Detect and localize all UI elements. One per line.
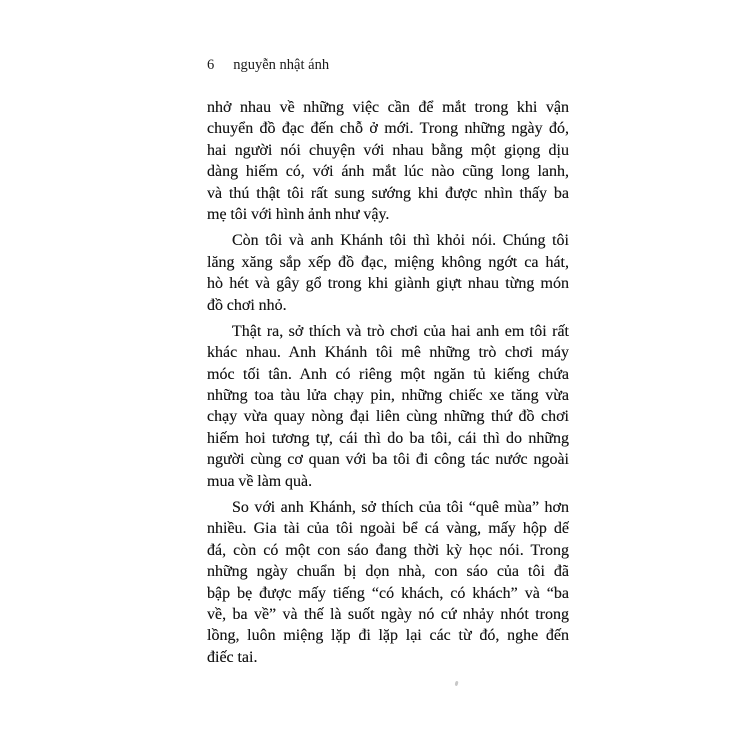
text-line: người cùng cơ quan với ba tôi đi công tác nước ngoài — [207, 451, 569, 469]
text-line: mua về làm quà. — [207, 472, 313, 490]
text-line: khác nhau. Anh Khánh tôi mê những trò chơi máy — [207, 344, 569, 362]
page-number: 6 — [207, 57, 215, 73]
page-body — [207, 97, 569, 668]
text-line: Thật ra, sở thích và trò chơi của hai anh em tôi rất — [232, 322, 569, 340]
text-line: những toa tàu lửa chạy pin, những chiếc xe tăng vừa — [207, 387, 569, 405]
running-head-author: nguyễn nhật ánh — [233, 57, 330, 73]
text-line: và thú thật tôi rất sung sướng khi được nhìn thấy ba — [207, 184, 569, 202]
text-line: lồng, luôn miệng lặp đi lặp lại các từ đó, nghe đến — [207, 627, 569, 645]
text-line: lăng xăng sắp xếp đồ đạc, miệng không ngớt ca hát, — [207, 253, 569, 271]
text-line: nhở nhau về những việc cần để mắt trong khi vận — [207, 99, 569, 116]
text-line: về, ba về” và thế là suốt ngày nó cứ nhảy nhót trong — [207, 605, 569, 623]
text-line: nhiều. Gia tài của tôi ngoài bể cá vàng, mấy hộp dế — [207, 520, 569, 538]
text-line: chạy vừa quay nòng đại liên cùng những thứ đồ chơi — [207, 408, 569, 426]
text-line: So với anh Khánh, sở thích của tôi “quê mùa” hơn — [232, 499, 569, 517]
text-line: mẹ tôi với hình ảnh như vậy. — [207, 205, 390, 223]
text-line: móc tối tân. Anh có riêng một ngăn tủ kiếng chứa — [207, 365, 569, 383]
scan-artifact — [454, 681, 458, 687]
text-line: điếc tai. — [207, 648, 258, 666]
running-header — [207, 56, 329, 74]
text-line: chuyển đồ đạc đến chỗ ở mới. Trong những ngày đó, — [207, 120, 569, 138]
text-line: đồ chơi nhỏ. — [207, 296, 287, 314]
text-line: những ngày chuẩn bị dọn nhà, con sáo của tôi đã — [207, 563, 569, 581]
text-line: bập bẹ được mấy tiếng “có khách, có khách” và “ba — [207, 584, 569, 602]
text-line: hai người nói chuyện với nhau bằng một giọng dịu — [207, 141, 569, 159]
paragraph — [207, 321, 569, 492]
text-line: hiếm hoi tương tự, cái thì do ba tôi, cái thì do những — [207, 429, 569, 447]
paragraph — [207, 497, 569, 668]
paragraph — [207, 230, 569, 316]
text-line: hò hét và gây gổ trong khi giành giựt nhau từng món — [207, 275, 569, 293]
text-line: dàng hiếm có, với ánh mắt lúc nào cũng long lanh, — [207, 163, 569, 181]
text-line: đá, còn có một con sáo đang thời kỳ học nói. Trong — [207, 541, 569, 559]
text-line: Còn tôi và anh Khánh tôi thì khỏi nói. Chúng tôi — [232, 232, 569, 250]
paragraph — [207, 97, 569, 225]
